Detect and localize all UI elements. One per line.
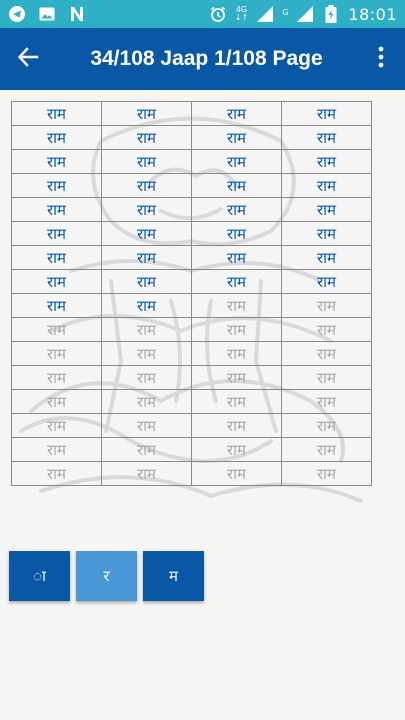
grid-row (12, 294, 372, 318)
grid-cell-empty: राम (102, 462, 192, 486)
grid-cell-empty: राम (12, 366, 102, 390)
status-time: 18:01 (348, 4, 397, 24)
grid-cell-filled: राम (282, 102, 372, 126)
grid-cell-filled: राम (102, 222, 192, 246)
grid-cell-empty: राम (102, 366, 192, 390)
grid-row (12, 102, 372, 126)
grid-cell-filled: राम (282, 174, 372, 198)
grid-cell-empty: राम (12, 414, 102, 438)
n-app-icon (68, 5, 86, 23)
grid-row (12, 438, 372, 462)
grid-cell-filled: राम (282, 270, 372, 294)
back-button[interactable] (0, 28, 56, 90)
grid-cell-filled: राम (192, 246, 282, 270)
grid-cell-filled: राम (102, 174, 192, 198)
app-bar (0, 28, 405, 90)
overflow-menu-button[interactable] (357, 28, 405, 90)
grid-row (12, 150, 372, 174)
grid-row (12, 414, 372, 438)
grid-cell-filled: राम (12, 222, 102, 246)
grid-cell-filled: राम (102, 150, 192, 174)
grid-cell-empty: राम (102, 390, 192, 414)
grid-cell-empty: राम (12, 342, 102, 366)
letter-button-3[interactable]: म (143, 551, 204, 601)
grid-cell-empty: राम (282, 414, 372, 438)
grid-row (12, 174, 372, 198)
letter-buttons-row (9, 551, 204, 601)
grid-cell-filled: राम (12, 270, 102, 294)
system-icons (209, 5, 397, 24)
grid-cell-empty: राम (282, 366, 372, 390)
grid-cell-empty: राम (192, 366, 282, 390)
grid-cell-empty: राम (282, 438, 372, 462)
grid-cell-empty: राम (102, 318, 192, 342)
network-4g-label: 4G ↓↑ (234, 5, 249, 22)
grid-cell-filled: राम (282, 246, 372, 270)
grid-cell-filled: राम (192, 198, 282, 222)
grid-cell-filled: राम (192, 222, 282, 246)
grid-cell-filled: राम (102, 198, 192, 222)
grid-row (12, 390, 372, 414)
grid-row (12, 366, 372, 390)
letter-button-2[interactable]: र (76, 551, 137, 601)
grid-cell-empty: राम (282, 462, 372, 486)
grid-cell-filled: राम (282, 222, 372, 246)
grid-cell-filled: राम (102, 270, 192, 294)
signal-icon (296, 5, 314, 23)
grid-row (12, 126, 372, 150)
grid-row (12, 198, 372, 222)
grid-cell-empty: राम (192, 414, 282, 438)
grid-cell-filled: राम (12, 246, 102, 270)
grid-cell-filled: राम (12, 150, 102, 174)
grid-cell-filled: राम (12, 102, 102, 126)
grid-cell-empty: राम (102, 438, 192, 462)
network-g-label: G (282, 7, 289, 17)
grid-cell-filled: राम (282, 126, 372, 150)
jaap-grid-table (11, 101, 372, 486)
grid-cell-empty: राम (282, 342, 372, 366)
grid-cell-filled: राम (192, 102, 282, 126)
grid-cell-empty: राम (12, 318, 102, 342)
grid-cell-filled: राम (12, 126, 102, 150)
page-title: 34/108 Jaap 1/108 Page (90, 47, 323, 70)
grid-row (12, 342, 372, 366)
grid-cell-empty: राम (12, 462, 102, 486)
grid-cell-empty: राम (192, 390, 282, 414)
grid-cell-filled: राम (282, 198, 372, 222)
grid-row (12, 270, 372, 294)
notification-icons (8, 5, 86, 23)
image-icon (38, 5, 56, 23)
grid-cell-empty: राम (192, 342, 282, 366)
grid-cell-filled: राम (282, 150, 372, 174)
grid-cell-empty: राम (12, 438, 102, 462)
grid-cell-filled: राम (102, 294, 192, 318)
grid-cell-filled: राम (102, 126, 192, 150)
status-bar (0, 0, 405, 28)
grid-cell-filled: राम (12, 174, 102, 198)
grid-cell-filled: राम (12, 294, 102, 318)
grid-cell-filled: राम (192, 150, 282, 174)
alarm-icon (209, 5, 227, 23)
grid-row (12, 246, 372, 270)
grid-cell-empty: राम (102, 414, 192, 438)
grid-cell-filled: राम (12, 198, 102, 222)
battery-charging-icon (322, 5, 340, 23)
signal-icon (256, 5, 274, 23)
grid-cell-filled: राम (192, 270, 282, 294)
letter-button-1[interactable]: ा (9, 551, 70, 601)
jaap-grid-container[interactable] (11, 101, 372, 529)
grid-cell-empty: राम (192, 294, 282, 318)
grid-cell-empty: राम (282, 390, 372, 414)
grid-cell-empty: राम (192, 318, 282, 342)
grid-cell-filled: राम (192, 174, 282, 198)
more-vert-icon (378, 46, 384, 72)
grid-cell-empty: राम (102, 342, 192, 366)
grid-cell-empty: राम (282, 294, 372, 318)
grid-row (12, 222, 372, 246)
arrow-back-icon (17, 46, 39, 72)
grid-cell-filled: राम (192, 126, 282, 150)
content-area (0, 90, 405, 720)
grid-row (12, 462, 372, 486)
grid-cell-filled: राम (102, 246, 192, 270)
telegram-icon (8, 5, 26, 23)
grid-cell-filled: राम (102, 102, 192, 126)
grid-cell-empty: राम (12, 390, 102, 414)
grid-cell-empty: राम (192, 438, 282, 462)
grid-row (12, 318, 372, 342)
grid-cell-empty: राम (192, 462, 282, 486)
grid-cell-empty: राम (282, 318, 372, 342)
